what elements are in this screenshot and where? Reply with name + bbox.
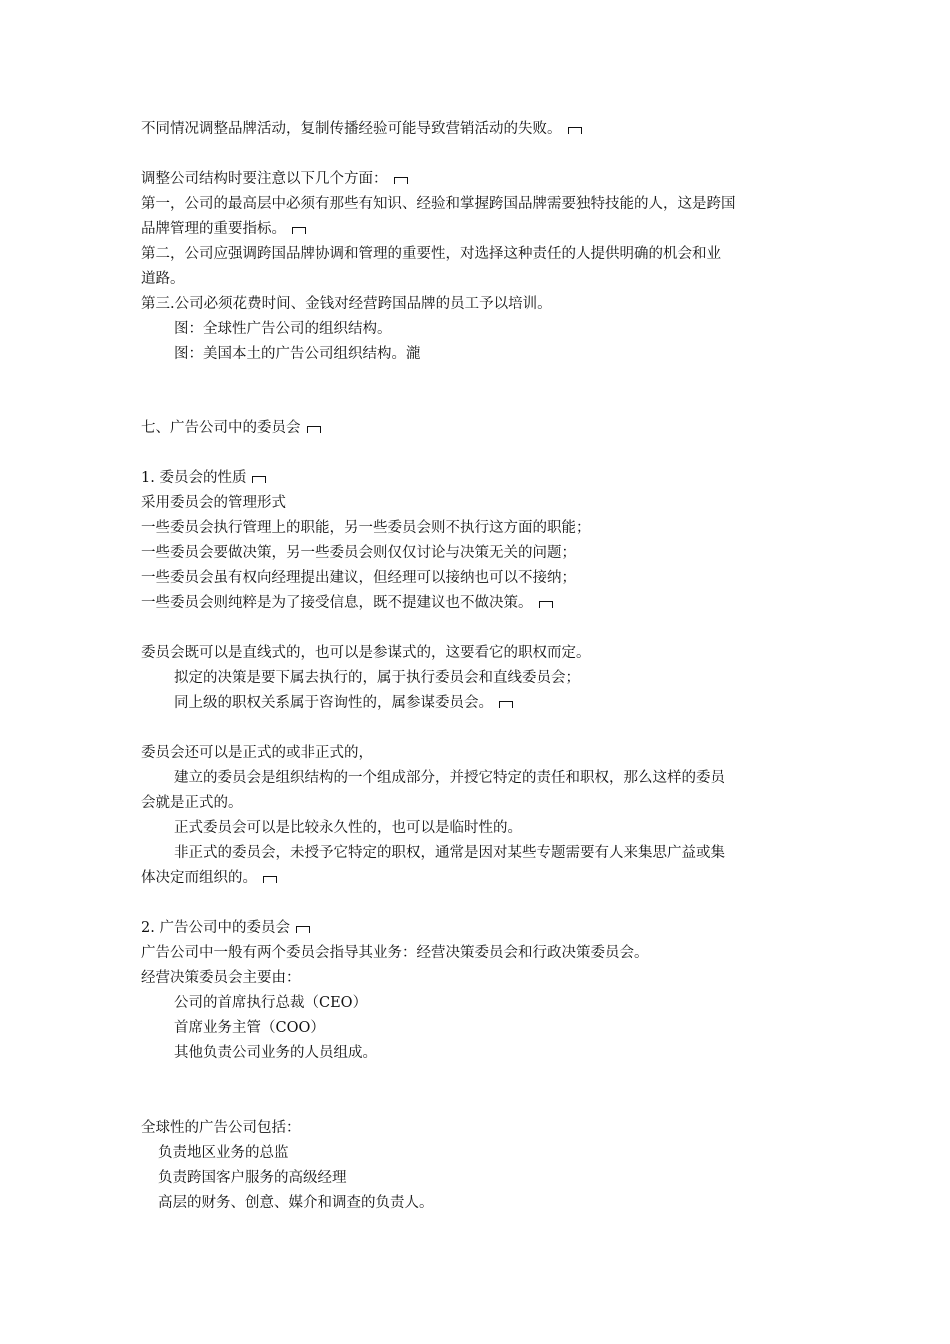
text-line — [141, 643, 813, 663]
text-line — [174, 344, 846, 364]
subsection-heading — [141, 918, 813, 938]
paragraph-mark-icon — [394, 177, 408, 184]
paragraph-mark-icon — [252, 476, 266, 483]
text-line — [158, 1143, 830, 1163]
subsection-heading — [141, 468, 813, 488]
text-line — [174, 843, 846, 863]
paragraph-mark-icon — [539, 601, 553, 608]
line-text: 同上级的职权关系属于咨询性的，属参谋委员会。 — [174, 695, 493, 711]
paragraph-mark-icon — [296, 926, 310, 933]
line-text: 2. 广告公司中的委员会 — [141, 920, 290, 936]
line-text: 广告公司中一般有两个委员会指导其业务：经营决策委员会和行政决策委员会。 — [141, 945, 649, 961]
text-line — [141, 244, 813, 264]
line-text: 图：全球性广告公司的组织结构。 — [174, 321, 392, 337]
line-text: 全球性的广告公司包括： — [141, 1120, 301, 1136]
line-text: 七、广告公司中的委员会 — [141, 420, 301, 436]
paragraph-mark-icon — [263, 876, 277, 883]
line-text: 一些委员会虽有权向经理提出建议，但经理可以接纳也可以不接纳； — [141, 570, 576, 586]
section-heading — [141, 418, 813, 438]
text-line — [141, 119, 813, 139]
line-text: 会就是正式的。 — [141, 795, 243, 811]
line-text: 采用委员会的管理形式 — [141, 495, 286, 511]
paragraph-mark-icon — [568, 127, 582, 134]
line-text: 不同情况调整品牌活动，复制传播经验可能导致营销活动的失败。 — [141, 121, 562, 137]
text-line — [141, 493, 813, 513]
line-text: 第二，公司应强调跨国品牌协调和管理的重要性，对选择这种责任的人提供明确的机会和业 — [141, 246, 721, 262]
text-line — [174, 818, 846, 838]
text-line — [141, 1118, 813, 1138]
line-text: 负责跨国客户服务的高级经理 — [158, 1170, 347, 1186]
line-text: 高层的财务、创意、媒介和调查的负责人。 — [158, 1195, 434, 1211]
line-text: 正式委员会可以是比较永久性的，也可以是临时性的。 — [174, 820, 522, 836]
line-text: 一些委员会执行管理上的职能，另一些委员会则不执行这方面的职能； — [141, 520, 591, 536]
paragraph-mark-icon — [292, 227, 306, 234]
text-line — [174, 668, 846, 688]
text-line — [158, 1193, 830, 1213]
text-line — [141, 518, 813, 538]
line-text: 一些委员会要做决策，另一些委员会则仅仅讨论与决策无关的问题； — [141, 545, 576, 561]
text-line — [141, 269, 813, 289]
text-line — [141, 543, 813, 563]
text-line — [141, 194, 813, 214]
text-line — [174, 319, 846, 339]
line-text: 其他负责公司业务的人员组成。 — [174, 1045, 377, 1061]
line-text: 委员会既可以是直线式的，也可以是参谋式的，这要看它的职权而定。 — [141, 645, 591, 661]
line-text: 1. 委员会的性质 — [141, 470, 247, 486]
line-text: 一些委员会则纯粹是为了接受信息，既不提建议也不做决策。 — [141, 595, 533, 611]
text-line — [174, 1043, 846, 1063]
text-line — [141, 868, 813, 888]
line-text: 品牌管理的重要指标。 — [141, 221, 286, 237]
line-text: 非正式的委员会，未授予它特定的职权，通常是因对某些专题需要有人来集思广益或集 — [174, 845, 725, 861]
text-line — [141, 968, 813, 988]
line-text: 体决定而组织的。 — [141, 870, 257, 886]
line-text: 经营决策委员会主要由： — [141, 970, 301, 986]
text-line — [141, 568, 813, 588]
line-text: 道路。 — [141, 271, 185, 287]
line-text: 调整公司结构时要注意以下几个方面： — [141, 171, 388, 187]
line-text: 首席业务主管（COO） — [174, 1020, 325, 1036]
line-text: 公司的首席执行总裁（CEO） — [174, 995, 368, 1011]
text-line — [141, 169, 813, 189]
text-line — [141, 943, 813, 963]
paragraph-mark-icon — [307, 426, 321, 433]
line-text: 第一，公司的最高层中必须有那些有知识、经验和掌握跨国品牌需要独特技能的人，这是跨国 — [141, 196, 736, 212]
line-text: 第三.公司必须花费时间、金钱对经营跨国品牌的员工予以培训。 — [141, 296, 552, 312]
paragraph-mark-icon — [499, 701, 513, 708]
text-line — [141, 793, 813, 813]
text-line — [174, 1018, 846, 1038]
line-text: 图：美国本土的广告公司组织结构。瀧 — [174, 346, 421, 362]
text-line — [141, 593, 813, 613]
line-text: 委员会还可以是正式的或非正式的， — [141, 745, 373, 761]
text-line — [141, 743, 813, 763]
line-text: 负责地区业务的总监 — [158, 1145, 289, 1161]
text-line — [158, 1168, 830, 1188]
text-line — [174, 693, 846, 713]
line-text: 建立的委员会是组织结构的一个组成部分，并授它特定的责任和职权，那么这样的委员 — [174, 770, 725, 786]
text-line — [141, 219, 813, 239]
text-line — [141, 294, 813, 314]
line-text: 拟定的决策是要下属去执行的，属于执行委员会和直线委员会； — [174, 670, 580, 686]
text-line — [174, 993, 846, 1013]
text-line — [174, 768, 846, 788]
